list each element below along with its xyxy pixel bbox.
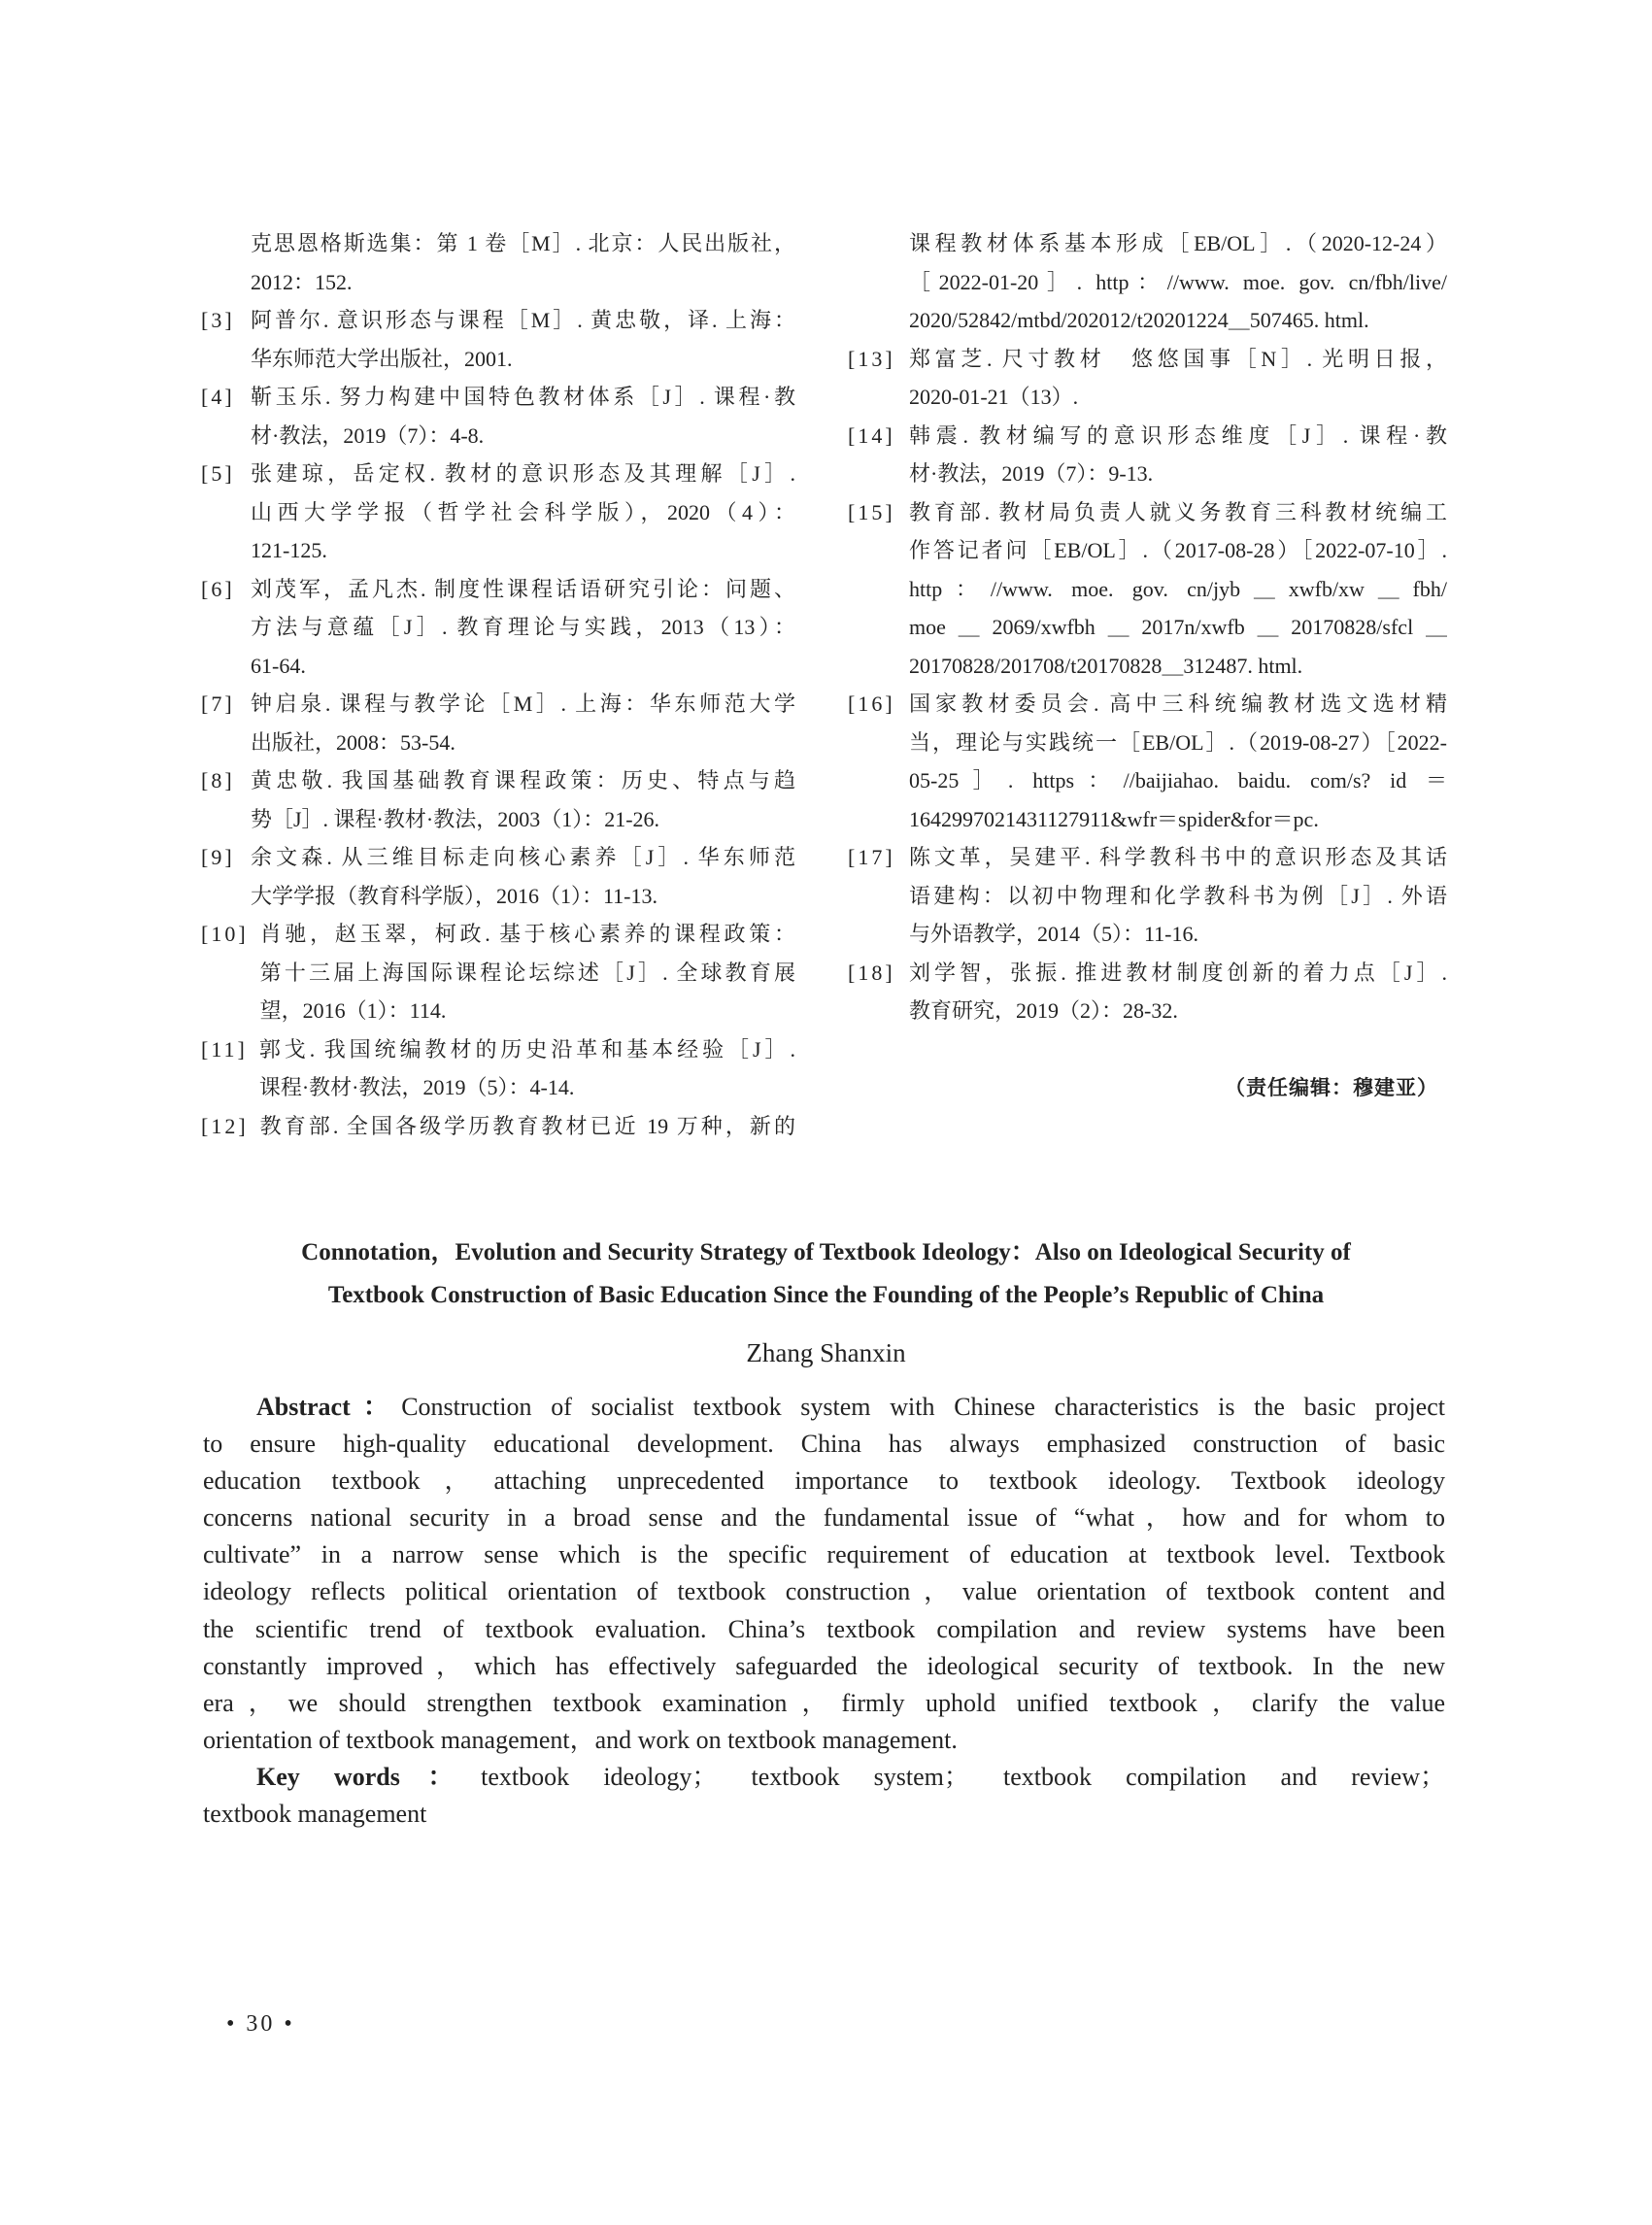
reference-text (260, 915, 795, 1030)
reference-number (848, 224, 909, 340)
reference-text (909, 493, 1447, 686)
abstract-label: Abstract： (256, 1393, 402, 1421)
abstract-line: concerns national security in a broad sense and the fundamental issue of “what，how and for whom to (203, 1503, 1445, 1533)
abstract-section (203, 1389, 1445, 1833)
reference-number: [11] (201, 1036, 248, 1062)
reference-text (909, 954, 1447, 1030)
reference-item (848, 838, 1447, 954)
reference-line: ［2022-01-20］. http：//www. moe. gov. cn/fbh/live/ (909, 269, 1447, 294)
reference-line: 国家教材委员会. 高中三科统编教材选文选材精 (909, 691, 1447, 716)
reference-number: [5] (201, 461, 235, 486)
reference-line: 教育部. 教材局负责人就义务教育三科教材统编工 (909, 499, 1447, 524)
reference-line: 肖驰，赵玉翠，柯政. 基于核心素养的课程政策： (259, 922, 795, 946)
reference-line: 材·教法，2019（7）：4-8. (251, 422, 485, 448)
reference-item (848, 685, 1447, 838)
english-title (0, 1231, 1652, 1317)
reference-line: 郭戈. 我国统编教材的历史沿革和基本经验［J］. (258, 1036, 795, 1062)
reference-line: 材·教法，2019（7）：9-13. (909, 461, 1154, 486)
reference-text (251, 455, 795, 570)
references-right-column (848, 224, 1447, 1030)
reference-item (201, 1030, 795, 1107)
editor-note: （责任编辑：穆建亚） (1225, 1077, 1438, 1099)
reference-item (848, 417, 1447, 493)
abstract-line: era，we should strengthen textbook examination，firmly uphold unified textbook，clarify the value (203, 1688, 1445, 1717)
reference-number: [3] (201, 308, 235, 332)
reference-line: 05-25］. https：//baijiahao. baidu. com/s? id ＝ (909, 768, 1447, 792)
reference-number: [9] (201, 845, 235, 869)
reference-number: [13] (848, 346, 895, 371)
reference-text (259, 1030, 795, 1107)
reference-line: 出版社，2008：53-54. (251, 729, 455, 755)
references-left-column (201, 224, 795, 1145)
reference-line: 方法与意蕴［J］. 教育理论与实践，2013（13）： (251, 615, 795, 639)
keywords-line-text: textbook ideology； textbook system； textbook compilation and review； (481, 1762, 1445, 1791)
reference-item (201, 455, 795, 570)
reference-item (201, 1107, 795, 1146)
abstract-line: constantly improved，which has effectively safeguarded the ideological security of textbook. In the new (203, 1651, 1445, 1680)
reference-text (260, 1107, 795, 1146)
reference-text (909, 340, 1447, 417)
abstract-body (203, 1389, 1445, 1759)
reference-line: 20170828/201708/t20170828＿312487. html. (909, 653, 1303, 678)
reference-text (251, 224, 795, 301)
reference-number: [6] (201, 576, 235, 601)
reference-line: 韩震. 教材编写的意识形态维度［J］. 课程·教 (909, 422, 1447, 448)
reference-item (848, 340, 1447, 417)
abstract-line: the scientific trend of textbook evaluation. China’s textbook compilation and review systems have been (203, 1614, 1445, 1643)
reference-line: 余文森. 从三维目标走向核心素养［J］. 华东师范 (251, 845, 795, 869)
reference-line: 钟启泉. 课程与教学论［M］. 上海：华东师范大学 (251, 691, 795, 716)
reference-number: [12] (201, 1113, 249, 1138)
reference-line: 刘茂军，孟凡杰. 制度性课程话语研究引论：问题、 (251, 576, 795, 601)
reference-number: [18] (848, 960, 895, 985)
reference-line: 张建琼，岳定权. 教材的意识形态及其理解［J］. (251, 461, 795, 486)
abstract-line: cultivate” in a narrow sense which is the specific requirement of education at textbook level. Textbook (203, 1540, 1445, 1569)
abstract-line (203, 1389, 1445, 1426)
keywords-line (203, 1759, 1445, 1796)
reference-text (909, 838, 1447, 954)
abstract-line: education textbook，attaching unprecedented importance to textbook ideology. Textbook ideology (203, 1466, 1445, 1496)
reference-text (251, 685, 795, 761)
reference-item (848, 224, 1447, 340)
reference-number: [8] (201, 768, 235, 792)
reference-line: 陈文革，吴建平. 科学教科书中的意识形态及其话 (909, 845, 1447, 869)
reference-line: 刘学智，张振. 推进教材制度创新的着力点［J］. (909, 960, 1447, 985)
reference-line: 语建构：以初中物理和化学教科书为例［J］. 外语 (909, 883, 1447, 908)
reference-line: 华东师范大学出版社，2001. (251, 346, 513, 371)
reference-text (251, 378, 795, 455)
reference-item (848, 954, 1447, 1030)
reference-line: 第十三届上海国际课程论坛综述［J］. 全球教育展 (259, 960, 795, 985)
reference-number: [7] (201, 691, 235, 716)
reference-line: moe＿2069/xwfbh＿2017n/xwfb＿20170828/sfcl＿ (909, 615, 1447, 639)
reference-text (909, 685, 1447, 838)
reference-number: [10] (201, 922, 249, 946)
reference-line: http：//www. moe. gov. cn/jyb＿xwfb/xw＿fbh/ (909, 576, 1447, 601)
reference-line: 大学学报（教育科学版），2016（1）：11-13. (251, 883, 658, 908)
reference-line: 势［J］. 课程·教材·教法，2003（1）：21-26. (251, 806, 660, 831)
reference-item (201, 224, 795, 301)
reference-line: 课程·教材·教法，2019（5）：4-14. (258, 1075, 575, 1099)
reference-line: 教育部. 全国各级学历教育教材已近 19 万种，新的 (259, 1113, 795, 1138)
reference-line: 与外语教学，2014（5）：11-16. (909, 922, 1199, 946)
keywords-line: textbook management (203, 1800, 427, 1829)
reference-line: 121-125. (251, 538, 327, 562)
reference-number (201, 224, 251, 301)
page-number: • 30 • (226, 2011, 295, 2037)
reference-number: [16] (848, 691, 895, 716)
reference-number: [14] (848, 422, 895, 448)
reference-text (909, 417, 1447, 493)
reference-line: 山西大学学报（哲学社会科学版），2020（4）： (251, 499, 795, 524)
reference-line: 当，理论与实践统一［EB/OL］.（2019-08-27）［2022- (909, 729, 1447, 755)
reference-text (251, 761, 795, 838)
reference-line: 黄忠敬. 我国基础教育课程政策：历史、特点与趋 (251, 768, 795, 792)
reference-line: 作答记者问［EB/OL］.（2017-08-28）［2022-07-10］. (909, 538, 1447, 562)
abstract-line: orientation of textbook management，and work on textbook management. (203, 1725, 958, 1754)
reference-line: 课程教材体系基本形成［EB/OL］.（2020-12-24） (909, 231, 1447, 255)
reference-line: 望，2016（1）：114. (259, 998, 447, 1023)
author-name: Zhang Shanxin (746, 1338, 906, 1367)
title-line: Textbook Construction of Basic Education Since the Founding of the People’s Republic of China (327, 1282, 1325, 1308)
reference-number: [17] (848, 845, 895, 869)
reference-line: 2012：152. (251, 269, 353, 294)
reference-text (251, 301, 795, 378)
reference-text (251, 570, 795, 686)
abstract-line-text: Construction of socialist textbook system with Chinese characteristics is the basic project (401, 1393, 1445, 1421)
reference-line: 克思恩格斯选集：第 1 卷［M］. 北京：人民出版社， (251, 231, 795, 255)
reference-line: 阿普尔. 意识形态与课程［M］. 黄忠敬，译. 上海： (251, 308, 795, 332)
reference-item (848, 493, 1447, 686)
abstract-line: to ensure high-quality educational development. China has always emphasized construction of basic (203, 1430, 1445, 1459)
reference-line: 2020-01-21（13）. (909, 385, 1079, 409)
keywords-section (203, 1759, 1445, 1833)
reference-text (251, 838, 795, 915)
reference-line: 2020/52842/mtbd/202012/t20201224＿507465. html. (909, 308, 1369, 332)
reference-text (909, 224, 1447, 340)
reference-item (201, 301, 795, 378)
reference-item (201, 915, 795, 1030)
reference-line: 教育研究，2019（2）：28-32. (909, 998, 1178, 1023)
title-line: Connotation，Evolution and Security Strategy of Textbook Ideology：Also on Ideological Security of (301, 1239, 1351, 1265)
reference-number: [15] (848, 499, 895, 524)
keywords-label: Key words： (256, 1762, 482, 1791)
reference-line: 郑富芝. 尺寸教材 悠悠国事［N］. 光明日报， (909, 346, 1447, 371)
abstract-line: ideology reflects political orientation of textbook construction，value orientation of textbook content and (203, 1577, 1445, 1606)
reference-item (201, 685, 795, 761)
reference-line: 靳玉乐. 努力构建中国特色教材体系［J］. 课程·教 (251, 385, 795, 409)
reference-number: [4] (201, 385, 235, 409)
reference-line: 1642997021431127911&wfr＝spider&for＝pc. (909, 806, 1319, 831)
reference-item (201, 378, 795, 455)
reference-item (201, 570, 795, 686)
reference-item (201, 761, 795, 838)
reference-item (201, 838, 795, 915)
reference-line: 61-64. (251, 653, 306, 678)
